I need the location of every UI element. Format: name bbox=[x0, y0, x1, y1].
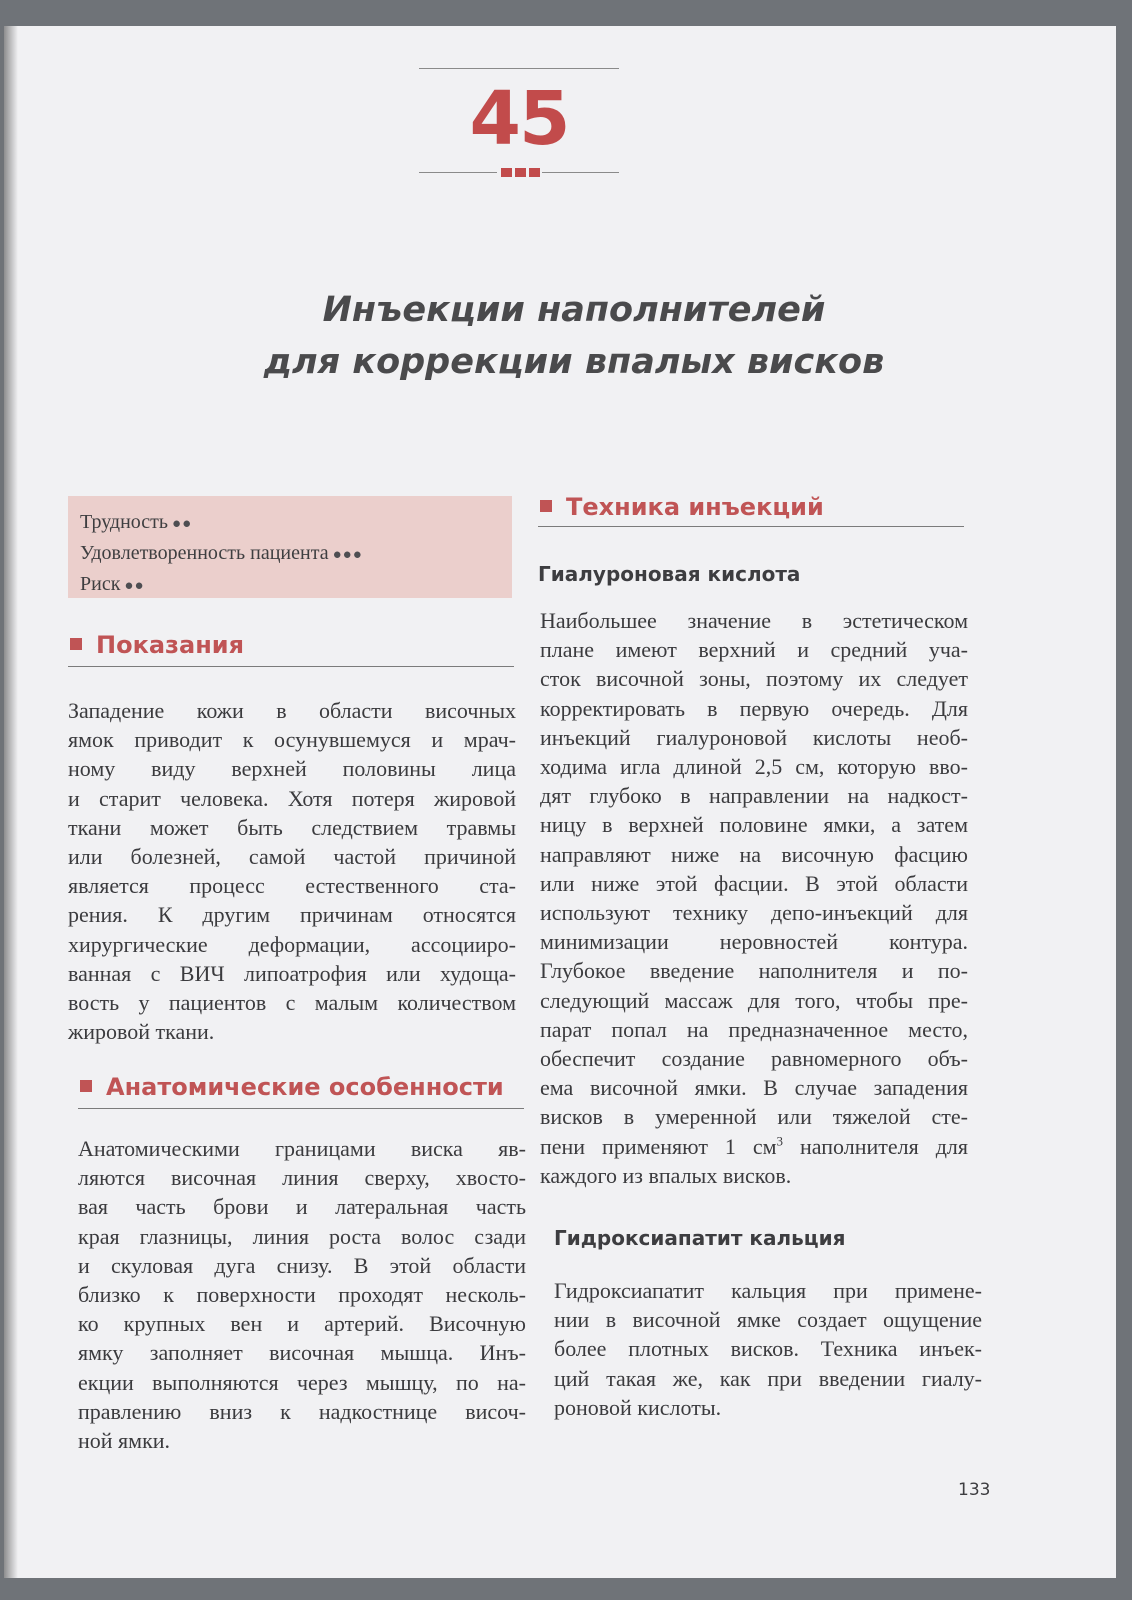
text-line: роновой кислоты. bbox=[554, 1394, 722, 1420]
heading-rule bbox=[68, 666, 514, 667]
text-line: ций такая же, как при введении гиалу- bbox=[554, 1365, 982, 1391]
heading-text: Техника инъекций bbox=[566, 493, 824, 521]
text-line: минимизации неровностей контура. bbox=[540, 929, 968, 955]
text-line: хирургические деформации, ассоцииро- bbox=[68, 931, 516, 957]
page-number: 133 bbox=[958, 1480, 991, 1500]
text-line: или ниже этой фасции. В этой области bbox=[540, 870, 968, 896]
chapter-number: 45 bbox=[469, 76, 569, 162]
rating-dots: ●● bbox=[124, 578, 145, 594]
heading-square-icon bbox=[70, 638, 82, 650]
text-line: используют технику депо-инъекций для bbox=[540, 900, 968, 926]
heading-square-icon bbox=[540, 500, 552, 512]
binding-shadow bbox=[4, 26, 18, 1578]
indications-paragraph bbox=[68, 696, 516, 1046]
chapter-rule-top bbox=[419, 68, 619, 69]
text-line: или болезней, самой частой причиной bbox=[68, 844, 516, 870]
text-line: ткани может быть следствием травмы bbox=[68, 814, 516, 840]
rating-label: Удовлетворенность пациента bbox=[80, 542, 329, 564]
section-heading-anatomy bbox=[80, 1072, 504, 1102]
section-heading-technique bbox=[540, 492, 824, 522]
superscript: 3 bbox=[776, 1133, 784, 1149]
text-line: ема височной ямки. В случае западения bbox=[540, 1075, 968, 1101]
text-line: обеспечит создание равномерного объ- bbox=[540, 1046, 968, 1072]
ratings-box bbox=[68, 496, 512, 598]
rating-risk bbox=[80, 570, 512, 601]
text-line: ляются височная линия сверху, хвосто- bbox=[78, 1165, 526, 1191]
rating-difficulty bbox=[80, 508, 512, 539]
text-line: ницу в верхней половине ямки, а затем bbox=[540, 812, 968, 838]
text-line: инъекций гиалуроновой кислоты необ- bbox=[540, 724, 968, 750]
chapter-ornament bbox=[498, 168, 542, 177]
book-page bbox=[4, 26, 1116, 1578]
text-line: более плотных висков. Техника инъек- bbox=[554, 1336, 982, 1362]
text-line: нии в височной ямке создает ощущение bbox=[554, 1307, 982, 1333]
rating-dots: ●● bbox=[172, 516, 193, 532]
text-line-with-superscript bbox=[540, 1132, 968, 1161]
rating-label: Риск bbox=[80, 573, 121, 595]
text-line: направляют ниже на височную фасцию bbox=[540, 841, 968, 867]
ornament-square bbox=[501, 168, 512, 177]
heading-text: Показания bbox=[96, 631, 245, 659]
rating-dots: ●●● bbox=[332, 547, 363, 563]
heading-rule bbox=[78, 1108, 524, 1109]
chapter-title-line-2: для коррекции впалых висков bbox=[263, 342, 885, 382]
text-line: Наибольшее значение в эстетическом bbox=[540, 608, 968, 633]
text-line: каждого из впалых висков. bbox=[540, 1162, 792, 1188]
text-line: висков в умеренной или тяжелой сте- bbox=[540, 1104, 968, 1130]
text-line: Гидроксиапатит кальция при примене- bbox=[554, 1278, 982, 1303]
anatomy-paragraph bbox=[78, 1134, 526, 1455]
text-line: ямку заполняет височная мышца. Инъ- bbox=[78, 1340, 526, 1366]
text-line: рения. К другим причинам относятся bbox=[68, 902, 516, 928]
text-line: екции выполняются через мышцу, по на- bbox=[78, 1369, 526, 1395]
heading-square-icon bbox=[80, 1080, 92, 1092]
text-line: сток височной зоны, поэтому их следует bbox=[540, 666, 968, 692]
rating-label: Трудность bbox=[80, 511, 169, 533]
text-line: следующий массаж для того, чтобы пре- bbox=[540, 987, 968, 1013]
chapter-rule-bottom-right bbox=[542, 172, 619, 173]
text-line: вость у пациентов с малым количеством bbox=[68, 990, 516, 1016]
text-line: парат попал на предназначенное место, bbox=[540, 1016, 968, 1042]
text-line: вая часть брови и латеральная часть bbox=[78, 1194, 526, 1220]
heading-text: Анатомические особенности bbox=[106, 1073, 504, 1101]
text-line: ко крупных вен и артерий. Височную bbox=[78, 1311, 526, 1337]
text-line: является процесс естественного ста- bbox=[68, 873, 516, 899]
text-line: дят глубоко в направлении на надкост- bbox=[540, 783, 968, 809]
hyaluronic-paragraph bbox=[540, 606, 968, 1190]
text-line: ному виду верхней половины лица bbox=[68, 756, 516, 782]
chapter-title-line-1: Инъекции наполнителей bbox=[322, 290, 826, 330]
chapter-title bbox=[124, 284, 1024, 388]
chapter-rule-bottom-left bbox=[419, 172, 497, 173]
text-fragment: наполнителя для bbox=[783, 1133, 968, 1159]
text-line: края глазницы, линия роста волос сзади bbox=[78, 1223, 526, 1249]
text-line: правлению вниз к надкостнице височ- bbox=[78, 1398, 526, 1424]
subheading-calcium-hydroxyapatite: Гидроксиапатит кальция bbox=[554, 1226, 846, 1250]
text-line: Анатомическими границами виска яв- bbox=[78, 1136, 526, 1161]
text-line: плане имеют верхний и средний уча- bbox=[540, 637, 968, 663]
heading-rule bbox=[538, 526, 964, 527]
text-line: ямок приводит к осунувшемуся и мрач- bbox=[68, 727, 516, 753]
ornament-square bbox=[515, 168, 526, 177]
rating-satisfaction bbox=[80, 539, 512, 570]
section-heading-indications bbox=[70, 630, 244, 660]
text-line: ной ямки. bbox=[78, 1428, 171, 1454]
ornament-square bbox=[529, 168, 540, 177]
text-line: Западение кожи в области височных bbox=[68, 698, 516, 723]
text-line: близко к поверхности проходят несколь- bbox=[78, 1282, 526, 1308]
text-line: жировой ткани. bbox=[68, 1019, 215, 1045]
text-line: и скуловая дуга снизу. В этой области bbox=[78, 1252, 526, 1278]
text-line: корректировать в первую очередь. Для bbox=[540, 695, 968, 721]
calcium-paragraph bbox=[554, 1276, 982, 1422]
text-line: ходима игла длиной 2,5 см, которую вво- bbox=[540, 754, 968, 780]
text-fragment: пени применяют 1 см bbox=[540, 1133, 777, 1159]
text-line: ванная с ВИЧ липоатрофия или худоща- bbox=[68, 960, 516, 986]
subheading-hyaluronic-acid: Гиалуроновая кислота bbox=[538, 562, 801, 586]
text-line: и старит человека. Хотя потеря жировой bbox=[68, 785, 516, 811]
text-line: Глубокое введение наполнителя и по- bbox=[540, 958, 968, 984]
